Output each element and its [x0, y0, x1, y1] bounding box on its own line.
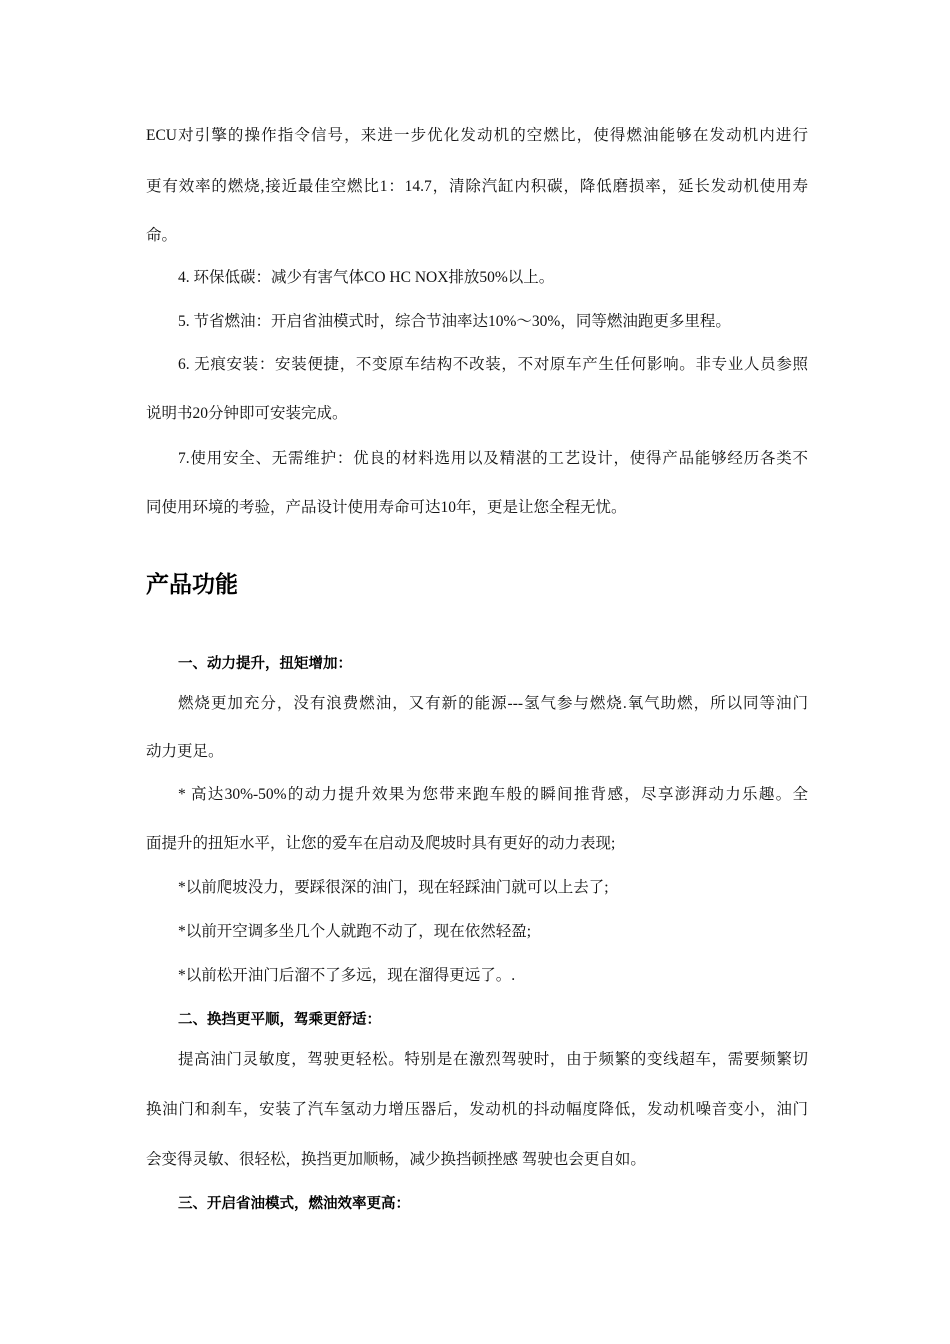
intro-line-2: 更有效率的燃烧,接近最佳空燃比1：14.7，清除汽缸内积碳，降低磨损率，延长发动机使用寿	[146, 178, 808, 195]
shift-paragraph-line-2: 换油门和刹车，安装了汽车氢动力增压器后，发动机的抖动幅度降低，发动机噪音变小，油门	[146, 1101, 808, 1118]
power-paragraph-1-line-2: 动力更足。	[146, 743, 224, 760]
power-paragraph-2-line-1: * 高达30%-50%的动力提升效果为您带来跑车般的瞬间推背感，尽享澎湃动力乐趣。全	[178, 786, 808, 803]
power-bullet-2: *以前开空调多坐几个人就跑不动了，现在依然轻盈;	[178, 923, 532, 940]
feature-item-6-line-2: 说明书20分钟即可安装完成。	[146, 405, 348, 422]
power-bullet-1: *以前爬坡没力，要踩很深的油门，现在轻踩油门就可以上去了;	[178, 879, 609, 896]
feature-item-5: 5. 节省燃油：开启省油模式时，综合节油率达10%～30%，同等燃油跑更多里程。	[178, 313, 731, 330]
feature-item-7-line-2: 同使用环境的考验，产品设计使用寿命可达10年，更是让您全程无忧。	[146, 499, 627, 516]
feature-item-4: 4. 环保低碳：减少有害气体CO HC NOX排放50%以上。	[178, 269, 555, 286]
economy-heading: 三、开启省油模式，燃油效率更高：	[178, 1196, 410, 1212]
shift-paragraph-line-1: 提高油门灵敏度，驾驶更轻松。特别是在激烈驾驶时，由于频繁的变线超车，需要频繁切	[178, 1051, 808, 1068]
section-title: 产品功能	[146, 572, 238, 598]
feature-item-7-line-1: 7.使用安全、无需维护：优良的材料选用以及精湛的工艺设计，使得产品能够经历各类不	[178, 450, 808, 467]
shift-heading: 二、换挡更平顺，驾乘更舒适：	[178, 1012, 381, 1028]
feature-item-6-line-1: 6. 无痕安装：安装便捷，不变原车结构不改装，不对原车产生任何影响。非专业人员参照	[178, 356, 808, 373]
shift-paragraph-line-3: 会变得灵敏、很轻松，换挡更加顺畅，减少换挡顿挫感 驾驶也会更自如。	[146, 1151, 646, 1168]
intro-line-3: 命。	[146, 227, 178, 244]
intro-line-1: ECU对引擎的操作指令信号，来进一步优化发动机的空燃比，使得燃油能够在发动机内进行	[146, 127, 808, 144]
power-paragraph-2-line-2: 面提升的扭矩水平，让您的爱车在启动及爬坡时具有更好的动力表现;	[146, 835, 616, 852]
power-heading: 一、动力提升，扭矩增加：	[178, 656, 352, 672]
power-bullet-3: *以前松开油门后溜不了多远，现在溜得更远了。.	[178, 967, 516, 984]
power-paragraph-1-line-1: 燃烧更加充分，没有浪费燃油，又有新的能源---氢气参与燃烧.氧气助燃，所以同等油门	[178, 695, 808, 712]
